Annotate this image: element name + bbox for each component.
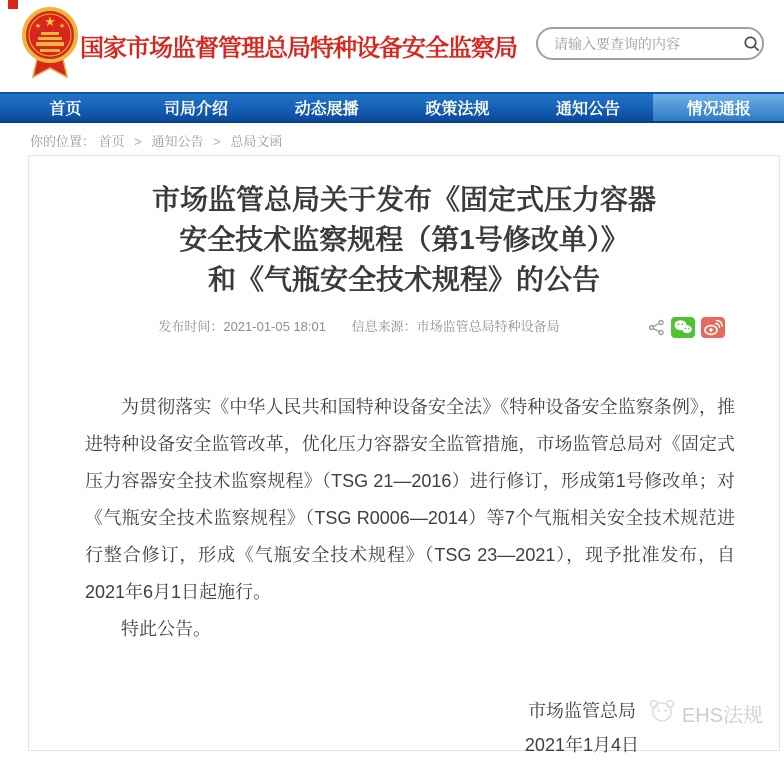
search-icon[interactable] [743, 35, 761, 53]
main-nav [0, 92, 784, 123]
breadcrumb-prefix: 你的位置： [30, 134, 96, 149]
share-bar [648, 315, 725, 339]
nav-item-notice[interactable]: 通知公告 [556, 101, 621, 118]
article-paragraph: 特此公告。 [121, 619, 211, 639]
svg-text:★: ★ [34, 23, 42, 30]
nav-item-home[interactable]: 首页 [49, 101, 82, 118]
nav-item-news[interactable]: 动态展播 [294, 101, 359, 118]
article-title-line: 市场监管总局关于发布《固定式压力容器 [151, 184, 656, 215]
breadcrumb [30, 131, 282, 150]
article-title [59, 180, 749, 300]
svg-text:★: ★ [44, 14, 56, 29]
svg-text:★: ★ [58, 23, 66, 30]
search-input[interactable] [552, 35, 737, 53]
watermark [645, 697, 763, 729]
breadcrumb-letters[interactable]: 总局文函 [230, 134, 283, 149]
share-icon[interactable] [648, 319, 665, 336]
article-meta [29, 315, 779, 339]
signature-org: 市场监管总局 [527, 701, 636, 721]
article-body [85, 389, 735, 648]
publish-time: 发布时间：2021-01-05 18:01 [158, 319, 326, 334]
weibo-share-icon[interactable] [701, 317, 725, 338]
ehs-logo-icon [645, 697, 679, 729]
breadcrumb-notice[interactable]: 通知公告 [151, 134, 204, 149]
site-title: 国家市场监督管理总局特种设备安全监察局 [80, 35, 517, 62]
nav-item-policy[interactable]: 政策法规 [425, 101, 490, 118]
breadcrumb-separator: > [213, 134, 221, 149]
article-paragraph: 为贯彻落实《中华人民共和国特种设备安全法》《特种设备安全监察条例》，推进特种设备安全监管改革，优化压力容器安全监管措施，市场监管总局对《固定式压力容器安全技术监察规程》（TSG 21—2016）进行修订，形成第1号修改单；对《气瓶安全技术监察规程》（TSG R0006—2014）等7个气瓶相关安全技术规范进行整合修订，形成《气瓶安全技术规程》（TSG 23—2021），现予批准发布，自2021年6月1日起施行。 [85, 397, 735, 602]
site-header [0, 0, 784, 92]
corner-red-fragment [8, 0, 18, 9]
nav-item-report[interactable]: 情况通报 [653, 94, 784, 121]
nav-item-bureau[interactable]: 司局介绍 [164, 101, 229, 118]
article-panel [28, 155, 780, 755]
national-emblem-icon [21, 5, 79, 86]
wechat-share-icon[interactable] [671, 317, 695, 338]
article-title-line: 安全技术监察规程（第1号修改单）》 [179, 224, 629, 255]
article-title-line: 和《气瓶安全技术规程》的公告 [207, 264, 600, 295]
breadcrumb-separator: > [134, 134, 142, 149]
breadcrumb-home[interactable]: 首页 [98, 134, 125, 149]
search-box[interactable] [536, 27, 764, 60]
watermark-text: EHS法规 [681, 704, 763, 727]
info-source: 信息来源：市场监管总局特种设备局 [351, 319, 560, 334]
signature-block [525, 694, 639, 762]
signature-date: 2021年1月4日 [524, 735, 639, 755]
